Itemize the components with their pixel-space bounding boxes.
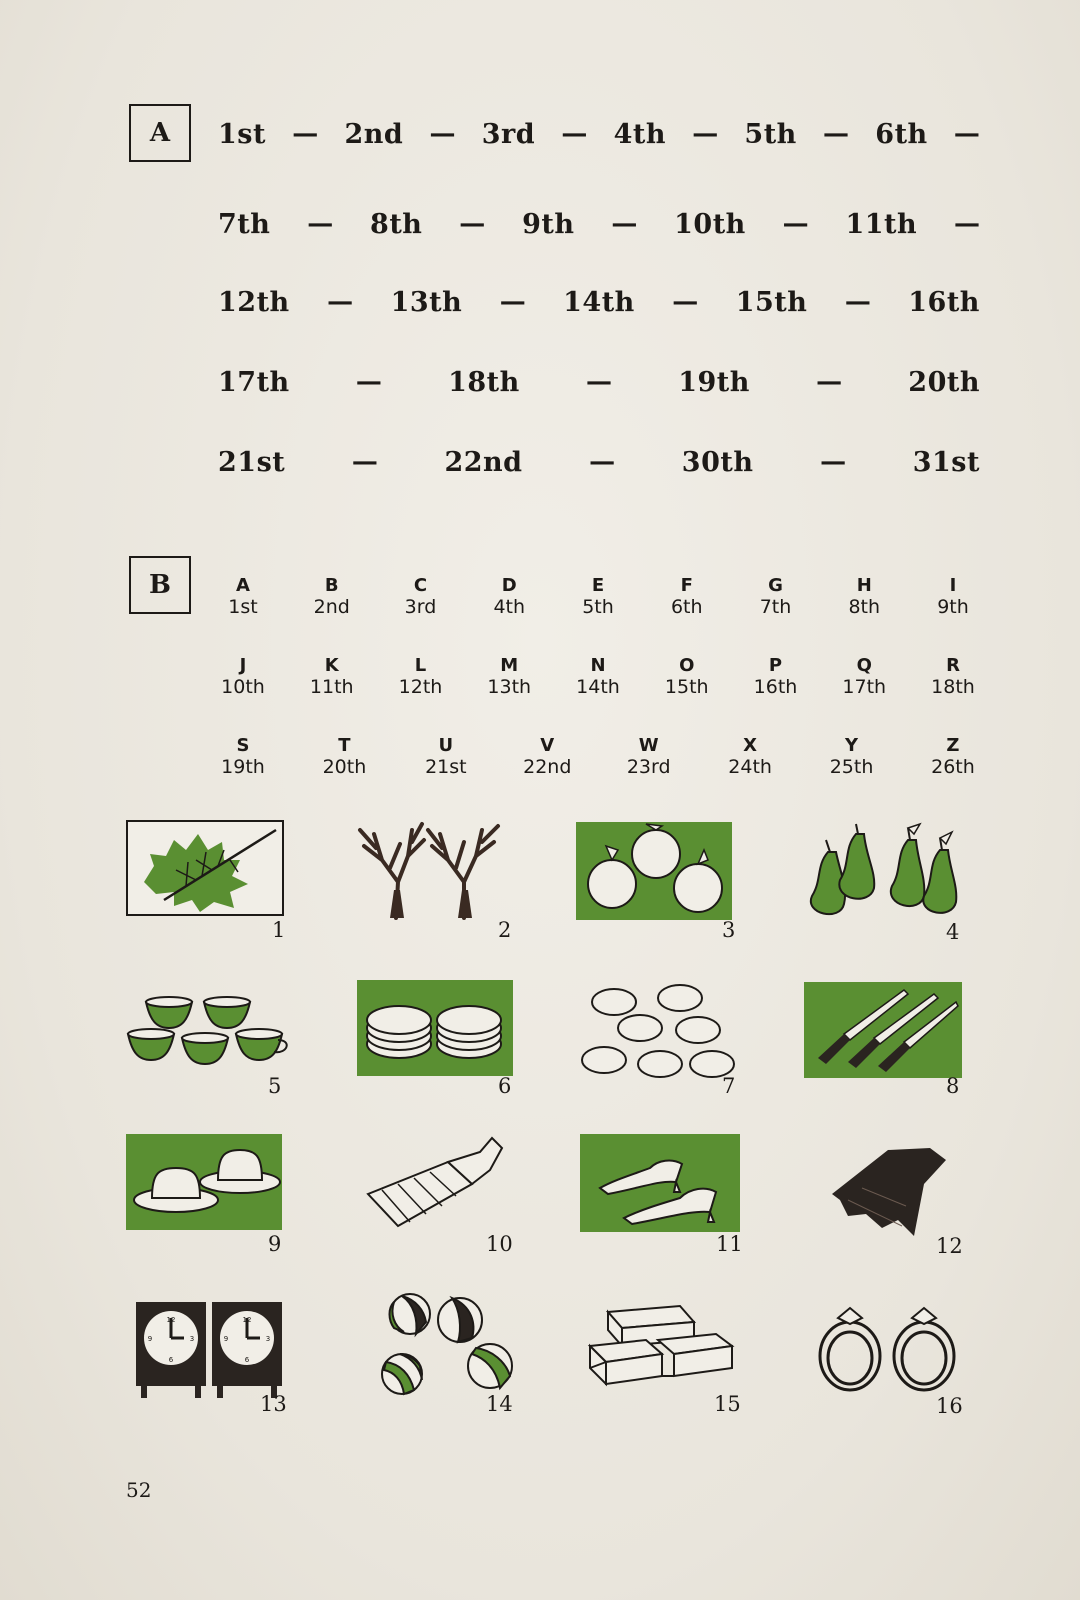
letter: H — [856, 575, 872, 596]
letter: S — [236, 735, 250, 756]
letter: A — [236, 575, 250, 596]
dash-separator: — — [561, 119, 588, 149]
picture-number: 6 — [498, 1074, 512, 1098]
letter-ordinal: 20th — [322, 756, 367, 778]
picture-number: 5 — [268, 1074, 282, 1098]
alphabet-cell — [479, 576, 539, 618]
dash-separator: — — [589, 447, 616, 477]
ordinal-word: 14th — [563, 286, 635, 318]
dash-separator: — — [953, 119, 980, 149]
dash-separator: — — [816, 367, 843, 397]
ordinal-word: 13th — [390, 286, 463, 318]
picture-number: 15 — [714, 1392, 741, 1416]
alphabet-cell — [479, 656, 539, 698]
ordinal-row — [218, 282, 980, 322]
ordinal-word: 3rd — [481, 118, 536, 150]
hats-icon — [126, 1134, 296, 1246]
letter: M — [500, 655, 519, 676]
page-number: 52 — [126, 1478, 152, 1502]
alphabet-cell — [822, 736, 882, 778]
picture-number: 7 — [722, 1074, 736, 1098]
alphabet-cell — [657, 576, 717, 618]
ordinal-row — [218, 362, 980, 402]
pears-icon — [800, 822, 970, 934]
ordinal-word: 5th — [744, 118, 797, 150]
leaf-icon — [126, 820, 296, 932]
ordinal-row — [218, 442, 980, 482]
letter: E — [591, 575, 605, 596]
letter-ordinal: 22nd — [523, 756, 572, 778]
picture-number: 4 — [946, 920, 960, 944]
picture-number: 2 — [498, 918, 512, 942]
letter-ordinal: 25th — [829, 756, 874, 778]
dash-separator: — — [820, 447, 847, 477]
letter: X — [743, 735, 758, 756]
picture-number: 16 — [936, 1394, 963, 1418]
ordinal-row — [218, 114, 980, 154]
picture-number: 10 — [486, 1232, 513, 1256]
dash-separator: — — [429, 119, 456, 149]
balls-icon — [380, 1292, 550, 1404]
svg-text:9: 9 — [147, 1335, 153, 1343]
letter: B — [324, 575, 339, 596]
letter-ordinal: 24th — [728, 756, 772, 778]
svg-text:12: 12 — [242, 1316, 252, 1324]
dash-separator: — — [351, 447, 378, 477]
alphabet-cell — [391, 576, 451, 618]
letter-ordinal: 2nd — [313, 596, 350, 618]
letter-ordinal: 18th — [931, 676, 975, 698]
letter: Y — [845, 735, 859, 756]
alphabet-row — [213, 656, 983, 698]
letter: I — [949, 575, 957, 596]
ordinal-word: 8th — [370, 208, 423, 240]
svg-text:6: 6 — [168, 1356, 174, 1364]
letter: Q — [856, 655, 872, 676]
ordinal-word: 12th — [218, 286, 290, 318]
letter-ordinal: 23rd — [626, 756, 671, 778]
picture-number: 12 — [936, 1234, 963, 1258]
alphabet-cell — [213, 656, 273, 698]
dash-separator: — — [611, 209, 638, 239]
picture-number: 11 — [716, 1232, 743, 1256]
letter: F — [680, 575, 693, 596]
letter-ordinal: 4th — [493, 596, 526, 618]
dash-separator: — — [672, 287, 699, 317]
letter: O — [679, 655, 695, 676]
letter-ordinal: 19th — [221, 756, 265, 778]
picture-number: 14 — [486, 1392, 513, 1416]
alphabet-cell — [568, 656, 628, 698]
letter-ordinal: 14th — [576, 676, 620, 698]
letter: Z — [946, 735, 960, 756]
svg-text:12: 12 — [166, 1316, 176, 1324]
alphabet-cell — [657, 656, 717, 698]
letter-ordinal: 13th — [487, 676, 532, 698]
letter-ordinal: 10th — [221, 676, 265, 698]
letter-ordinal: 7th — [759, 596, 792, 618]
ordinal-row — [218, 204, 980, 244]
dash-separator: — — [292, 119, 319, 149]
picture-number: 13 — [260, 1392, 287, 1416]
dash-separator: — — [459, 209, 486, 239]
ordinal-word: 2nd — [344, 118, 404, 150]
letter-ordinal: 6th — [670, 596, 703, 618]
alphabet-cell — [568, 576, 628, 618]
ordinal-word: 21st — [218, 446, 286, 478]
dash-separator: — — [327, 287, 354, 317]
letter: P — [768, 655, 783, 676]
dash-separator: — — [585, 367, 612, 397]
ordinal-word: 30th — [681, 446, 754, 478]
alphabet-cell — [834, 576, 894, 618]
picture-number: 3 — [722, 918, 736, 942]
dash-separator: — — [823, 119, 850, 149]
section-b-label: B — [129, 556, 191, 614]
letter-ordinal: 17th — [842, 676, 887, 698]
letter: K — [324, 655, 339, 676]
dress-icon — [362, 1134, 532, 1246]
picture-number: 8 — [946, 1074, 960, 1098]
alphabet-cell — [416, 736, 476, 778]
alphabet-cell — [746, 576, 806, 618]
ordinal-word: 9th — [522, 208, 575, 240]
alphabet-row — [213, 576, 983, 618]
rings-icon — [812, 1296, 982, 1408]
letter-ordinal: 16th — [753, 676, 798, 698]
ordinal-word: 7th — [218, 208, 271, 240]
letter: W — [638, 735, 659, 756]
svg-text:3: 3 — [189, 1335, 195, 1343]
skirt-icon — [826, 1140, 996, 1252]
ordinal-word: 20th — [908, 366, 980, 398]
ordinal-word: 16th — [908, 286, 980, 318]
ordinal-word: 6th — [875, 118, 928, 150]
alphabet-cell — [391, 656, 451, 698]
letter-ordinal: 3rd — [404, 596, 437, 618]
alphabet-cell — [923, 576, 983, 618]
alphabet-cell — [213, 576, 273, 618]
letter-ordinal: 26th — [931, 756, 975, 778]
letter: C — [413, 575, 428, 596]
alphabet-row — [213, 736, 983, 778]
dash-separator: — — [307, 209, 334, 239]
trees-icon — [352, 820, 522, 932]
letter-ordinal: 12th — [398, 676, 443, 698]
ordinal-word: 15th — [735, 286, 808, 318]
svg-text:3: 3 — [265, 1335, 271, 1343]
letter-ordinal: 11th — [309, 676, 354, 698]
dash-separator: — — [782, 209, 809, 239]
dash-separator: — — [954, 209, 980, 239]
ordinal-word: 4th — [613, 118, 666, 150]
alphabet-cell — [619, 736, 679, 778]
dash-separator: — — [499, 287, 526, 317]
shoes-icon — [580, 1134, 750, 1246]
letter-ordinal: 9th — [937, 596, 969, 618]
alphabet-cell — [923, 736, 983, 778]
ordinal-word: 18th — [448, 366, 520, 398]
alphabet-cell — [517, 736, 577, 778]
letter: J — [239, 655, 247, 676]
section-a-label: A — [129, 104, 191, 162]
dash-separator: — — [844, 287, 871, 317]
alphabet-cell — [746, 656, 806, 698]
picture-number: 9 — [268, 1232, 282, 1256]
letter: L — [414, 655, 427, 676]
alphabet-cell — [720, 736, 780, 778]
ordinal-word: 1st — [218, 118, 266, 150]
svg-text:6: 6 — [244, 1356, 250, 1364]
letter: U — [438, 735, 454, 756]
letter-ordinal: 15th — [664, 676, 709, 698]
alphabet-cell — [923, 656, 983, 698]
ordinal-word: 11th — [845, 208, 918, 240]
picture-number: 1 — [272, 918, 286, 942]
dash-separator: — — [355, 367, 382, 397]
letter: D — [501, 575, 517, 596]
ordinal-word: 17th — [218, 366, 290, 398]
alphabet-cell — [314, 736, 374, 778]
ordinal-word: 31st — [912, 446, 980, 478]
letter: V — [540, 735, 555, 756]
letter: R — [946, 655, 960, 676]
ordinal-word: 22nd — [444, 446, 523, 478]
alphabet-cell — [213, 736, 273, 778]
dash-separator: — — [692, 119, 719, 149]
ordinal-word: 10th — [674, 208, 746, 240]
letter: T — [338, 735, 351, 756]
letter-ordinal: 5th — [582, 596, 614, 618]
svg-text:9: 9 — [223, 1335, 229, 1343]
letter-ordinal: 8th — [848, 596, 881, 618]
oranges-icon — [576, 822, 746, 934]
alphabet-cell — [302, 656, 362, 698]
alphabet-cell — [302, 576, 362, 618]
ordinal-word: 19th — [678, 366, 750, 398]
letter-ordinal: 21st — [425, 756, 467, 778]
letter: N — [590, 655, 606, 676]
alphabet-cell — [834, 656, 894, 698]
letter-ordinal: 1st — [228, 596, 258, 618]
letter: G — [768, 575, 783, 596]
